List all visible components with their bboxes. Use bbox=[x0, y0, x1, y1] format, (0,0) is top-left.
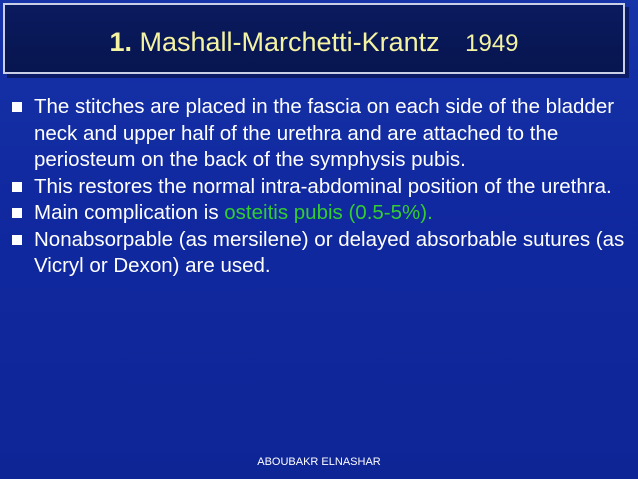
bullet-square-icon bbox=[12, 235, 22, 245]
bullet-text: The stitches are placed in the fascia on each side of the bladder neck and upper half of the urethra and are attached to the periosteum on the back of the symphysis pubis. bbox=[34, 95, 615, 171]
title-text: Mashall-Marchetti-Krantz bbox=[139, 27, 440, 57]
bullet-item bbox=[10, 227, 628, 280]
title-box bbox=[3, 3, 625, 74]
bullet-text: Main complication is bbox=[34, 201, 225, 224]
bullet-item bbox=[10, 94, 628, 174]
slide-title bbox=[5, 27, 623, 59]
title-number: 1. bbox=[109, 27, 132, 57]
bullet-list bbox=[10, 94, 628, 280]
bullet-text: Nonabsorpable (as mersilene) or delayed absorbable sutures (as Vicryl or Dexon) are used. bbox=[34, 227, 625, 277]
bullet-square-icon bbox=[12, 208, 22, 218]
footer-author: ABOUBAKR ELNASHAR bbox=[257, 456, 381, 468]
bullet-item bbox=[10, 174, 628, 201]
bullet-square-icon bbox=[12, 182, 22, 192]
bullet-square-icon bbox=[12, 102, 22, 112]
bullet-text: This restores the normal intra-abdominal position of the urethra. bbox=[34, 174, 612, 198]
highlight-text: osteitis pubis (0.5-5%). bbox=[224, 201, 433, 224]
bullet-item bbox=[10, 200, 628, 227]
title-year: 1949 bbox=[465, 30, 519, 57]
